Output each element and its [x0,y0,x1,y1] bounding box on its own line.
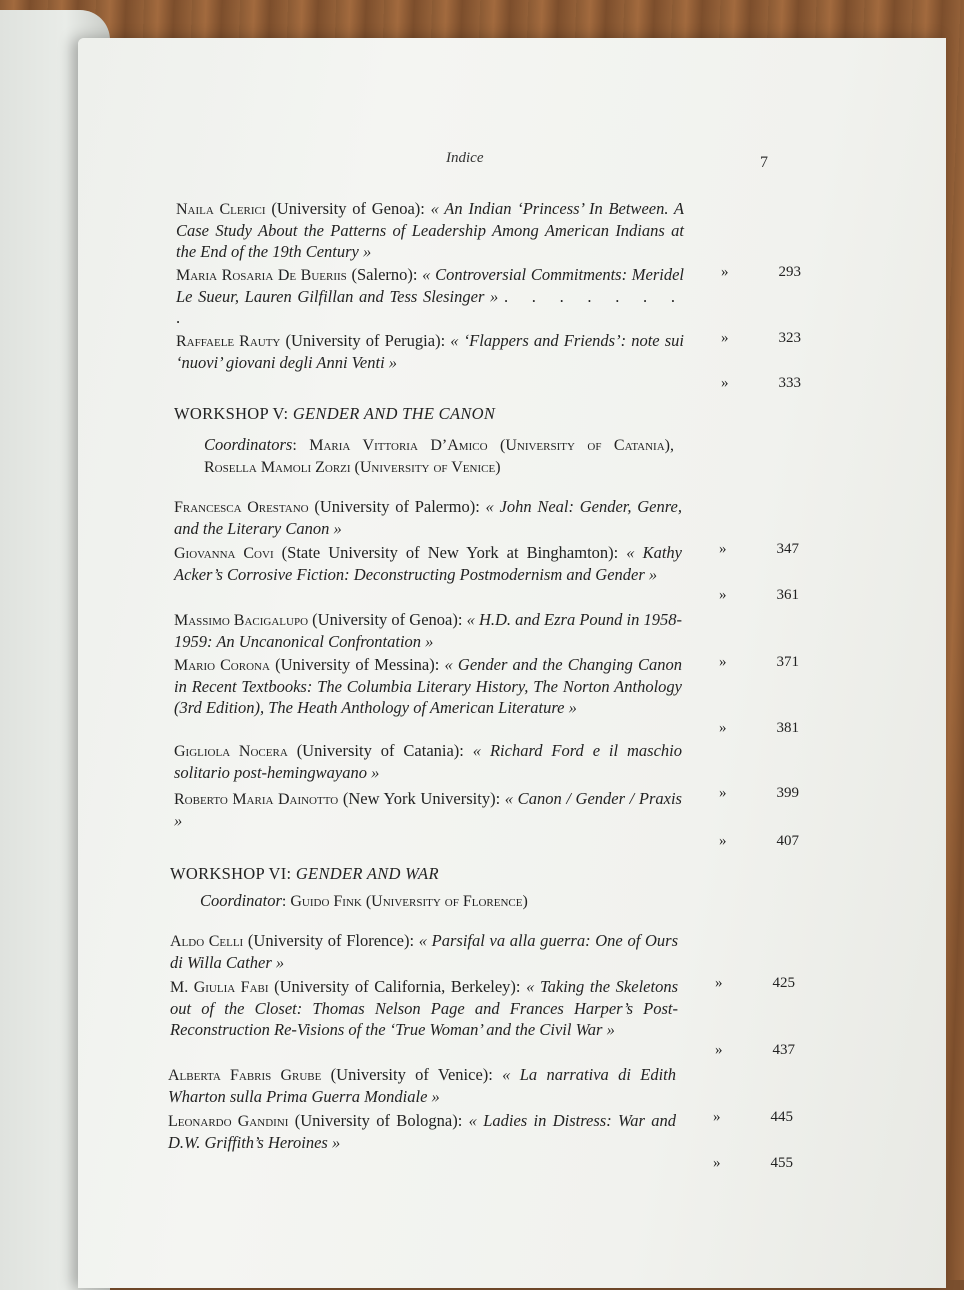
page-ref: 445 [770,1109,793,1125]
page-ref: 381 [776,720,799,736]
toc-entry: Maria Rosaria De Bueriis (Salerno): « Controversial Commitments: Meridel Le Sueur, Lauren Gilfillan and Tess Slesinger » . . . . . . . . » 323 [176,264,776,328]
toc-entry: Raffaele Rauty (University of Perugia): « ‘Flappers and Friends’: note sui ‘nuovi’ giovani degli Anni Venti » » 333 [176,330,776,373]
page-ref: 333 [778,375,801,391]
toc-entry: Roberto Maria Dainotto (New York University): « Canon / Gender / Praxis » » 407 [174,788,774,831]
page-ref: 323 [778,330,801,346]
running-head: Indice [446,150,484,166]
toc-entry: Alberta Fabris Grube (University of Venice): « La narrativa di Edith Wharton sulla Prima Guerra Mondiale » » 445 [168,1064,768,1107]
page-ref: 455 [770,1155,793,1171]
workshop-coordinators: Coordinators: Maria Vittoria D’Amico (University of Catania), Rosella Mamoli Zorzi (University of Venice) [204,435,674,476]
toc-entry: Leonardo Gandini (University of Bologna): « Ladies in Distress: War and D.W. Griffith’s Heroines » » 455 [168,1110,768,1153]
book-page [78,38,946,1288]
page-ref: 361 [776,587,799,603]
toc-entry: Naila Clerici (University of Genoa): « An Indian ‘Princess’ In Between. A Case Study About the Patterns of Leadership Among American Indians at the End of the 19th Century » » 293 [176,198,776,262]
toc-entry: M. Giulia Fabi (University of California, Berkeley): « Taking the Skeletons out of the Closet: Thomas Nelson Page and Frances Harper’s Post-Reconstruction Re-Visions of the ‘True Woman’ and the Civil War » » 437 [170,976,770,1040]
page-ref: 425 [772,975,795,991]
page-ref: 371 [776,654,799,670]
workshop-heading: WORKSHOP V: GENDER AND THE CANON [174,404,496,423]
workshop-coordinators: Coordinator: Guido Fink (University of Florence) [200,891,528,910]
page-ref: 407 [776,833,799,849]
page-ref: 293 [778,264,801,280]
page-number: 7 [760,154,768,171]
page-ref: 437 [772,1042,795,1058]
toc-entry: Aldo Celli (University of Florence): « Parsifal va alla guerra: One of Ours di Willa Cather » » 425 [170,930,770,973]
page-ref: 347 [776,541,799,557]
toc-entry: Giovanna Covi (State University of New York at Binghamton): « Kathy Acker’s Corrosive Fiction: Deconstructing Postmodernism and Gender » » 361 [174,542,774,585]
toc-entry: Mario Corona (University of Messina): « Gender and the Changing Canon in Recent Textbooks: The Columbia Literary History, The Norton Anthology (3rd Edition), The Heath Anthology of American Literature » » 381 [174,654,774,718]
toc-entry: Francesca Orestano (University of Palermo): « John Neal: Gender, Genre, and the Literary Canon » » 347 [174,496,774,539]
page-ref: 399 [776,785,799,801]
toc-entry: Gigliola Nocera (University of Catania): « Richard Ford e il maschio solitario post-hemingwayano » » 399 [174,740,774,783]
toc-entry: Massimo Bacigalupo (University of Genoa): « H.D. and Ezra Pound in 1958-1959: An Uncanonical Confrontation » » 371 [174,609,774,652]
workshop-heading: WORKSHOP VI: GENDER AND WAR [170,864,439,883]
